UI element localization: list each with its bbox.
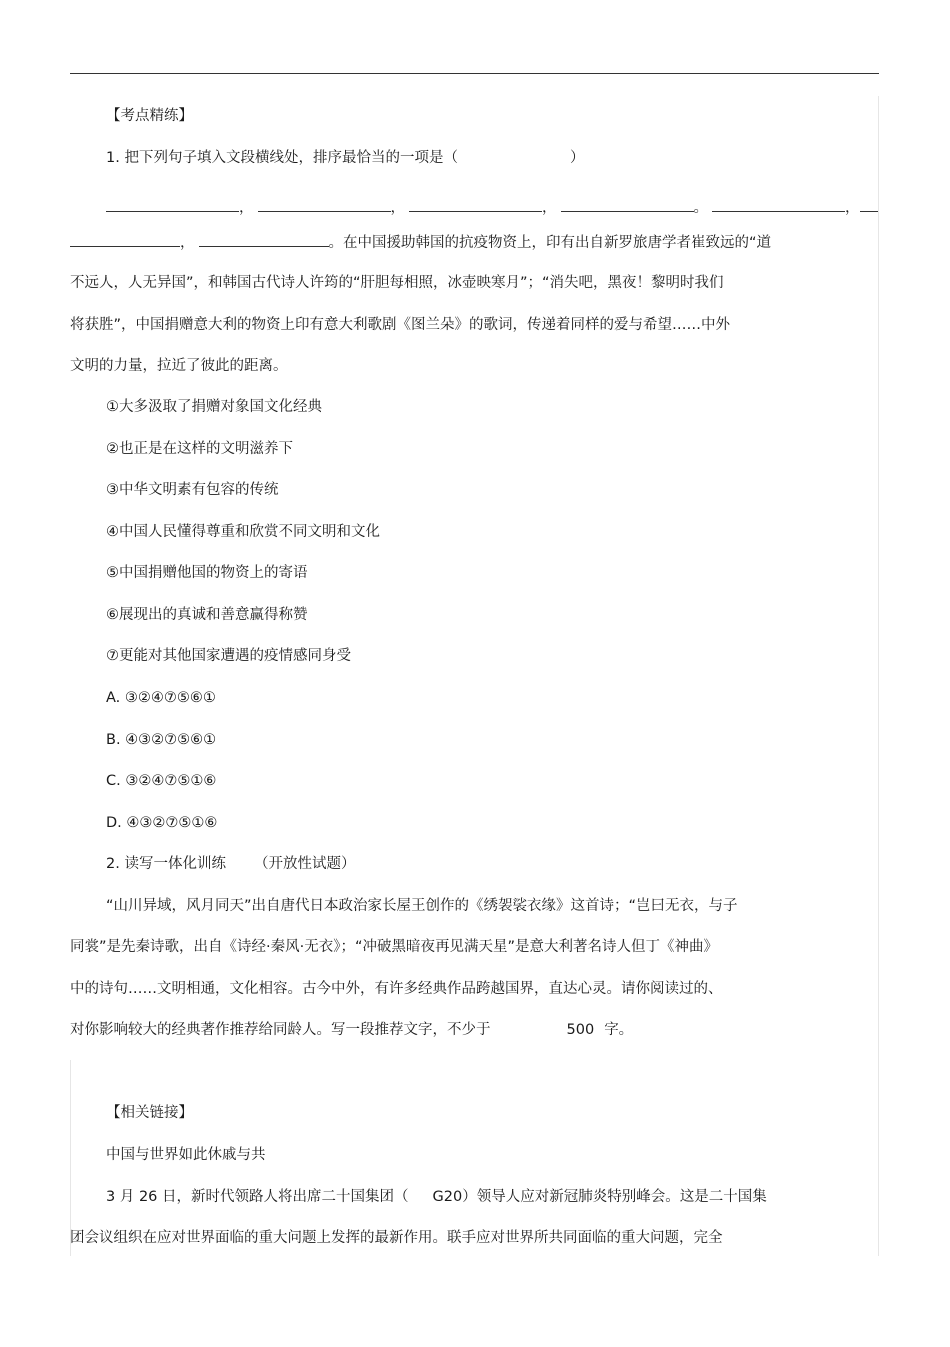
answer-blank	[258, 197, 391, 212]
answer-blank	[70, 232, 180, 247]
answer-blank	[712, 197, 845, 212]
question-2-line-2: 同裳”是先秦诗歌，出自《诗经·秦风·无衣》；“冲破黑暗夜再见满天星”是意大利著名诗人但丁《神曲》	[70, 939, 719, 955]
answer-blank	[860, 197, 878, 212]
related-heading: 【相关链接】	[106, 1105, 193, 1121]
option-d: D. ④③②⑦⑤①⑥	[106, 815, 218, 831]
sentence-item: ⑤中国捐赠他国的物资上的寄语	[106, 565, 308, 581]
related-line-1-a: 3 月 26 日，新时代领路人将出席二十国集团（	[106, 1189, 409, 1205]
answer-blank	[199, 232, 329, 247]
blank-separator: ，	[542, 200, 557, 216]
page-edge-left	[70, 1060, 71, 1256]
question-2-line-4-end: 字。	[604, 1022, 634, 1038]
answer-blank	[561, 197, 694, 212]
sentence-item: ①大多汲取了捐赠对象国文化经典	[106, 399, 322, 415]
answer-blank	[409, 197, 542, 212]
passage-line-2: 不远人，人无异国”，和韩国古代诗人许筠的“肝胆每相照，冰壶映寒月”；“消失吧，黑夜！黎明时我们	[70, 275, 724, 291]
sentence-item: ③中华文明素有包容的传统	[106, 482, 279, 498]
answer-blank	[106, 197, 239, 212]
passage-line-1	[70, 232, 771, 252]
sentence-item: ⑥展现出的真诚和善意赢得称赞	[106, 607, 308, 623]
option-c: C. ③②④⑦⑤①⑥	[106, 773, 217, 789]
blank-separator: 。	[693, 200, 708, 216]
sentence-item: ④中国人民懂得尊重和欣赏不同文明和文化	[106, 524, 380, 540]
passage-line-3: 将获胜”，中国捐赠意大利的物资上印有意大利歌剧《图兰朵》的歌词，传递着同样的爱与希望……中外	[70, 317, 731, 333]
question-1-stem-text: 1. 把下列句子填入文段横线处，排序最恰当的一项是（	[106, 150, 458, 166]
question-2-line-4	[70, 1021, 633, 1039]
g20-label: G20	[432, 1189, 463, 1205]
related-line-1	[106, 1188, 767, 1206]
option-a: A. ③②④⑦⑤⑥①	[106, 690, 216, 706]
sentence-item: ⑦更能对其他国家遭遇的疫情感同身受	[106, 648, 351, 664]
option-b: B. ④③②⑦⑤⑥①	[106, 732, 217, 748]
question-2-title	[106, 855, 355, 873]
kaodian-heading: 【考点精练】	[106, 108, 193, 124]
question-2-line-3: 中的诗句……文明相通，文化相容。古今中外，有许多经典作品跨越国界，直达心灵。请你阅读过的、	[70, 981, 723, 997]
blanks-row-1	[106, 197, 878, 217]
passage-text: 。在中国援助韩国的抗疫物资上，印有出自新罗旅唐学者崔致远的“道	[328, 235, 772, 251]
related-line-2: 团会议组织在应对世界面临的重大问题上发挥的最新作用。联手应对世界所共同面临的重大问题，完全	[70, 1230, 723, 1246]
page-edge-right	[878, 96, 879, 1256]
related-line-1-b: ）领导人应对新冠肺炎特别峰会。这是二十国集	[462, 1189, 767, 1205]
related-title: 中国与世界如此休戚与共	[106, 1147, 266, 1163]
question-1-stem-close: ）	[569, 150, 585, 166]
question-1-stem	[106, 149, 584, 167]
question-2-line-4-text: 对你影响较大的经典著作推荐给同龄人。写一段推荐文字，不少于	[70, 1022, 491, 1038]
blank-separator: ，	[239, 200, 254, 216]
sentence-item: ②也正是在这样的文明滋养下	[106, 441, 293, 457]
passage-line-4: 文明的力量，拉近了彼此的距离。	[70, 358, 288, 374]
blank-separator: ，	[180, 235, 195, 251]
question-2-tag: （开放性试题）	[253, 856, 356, 872]
question-2-line-1: “山川异域，风月同天”出自唐代日本政治家长屋王创作的《绣袈裟衣缘》这首诗；“岂曰无衣，与子	[106, 898, 738, 914]
question-2-title-text: 2. 读写一体化训练	[106, 856, 226, 872]
header-rule	[70, 73, 879, 74]
word-count: 500	[566, 1022, 595, 1038]
blank-separator: ，	[390, 200, 405, 216]
blank-separator: ，	[845, 200, 860, 216]
